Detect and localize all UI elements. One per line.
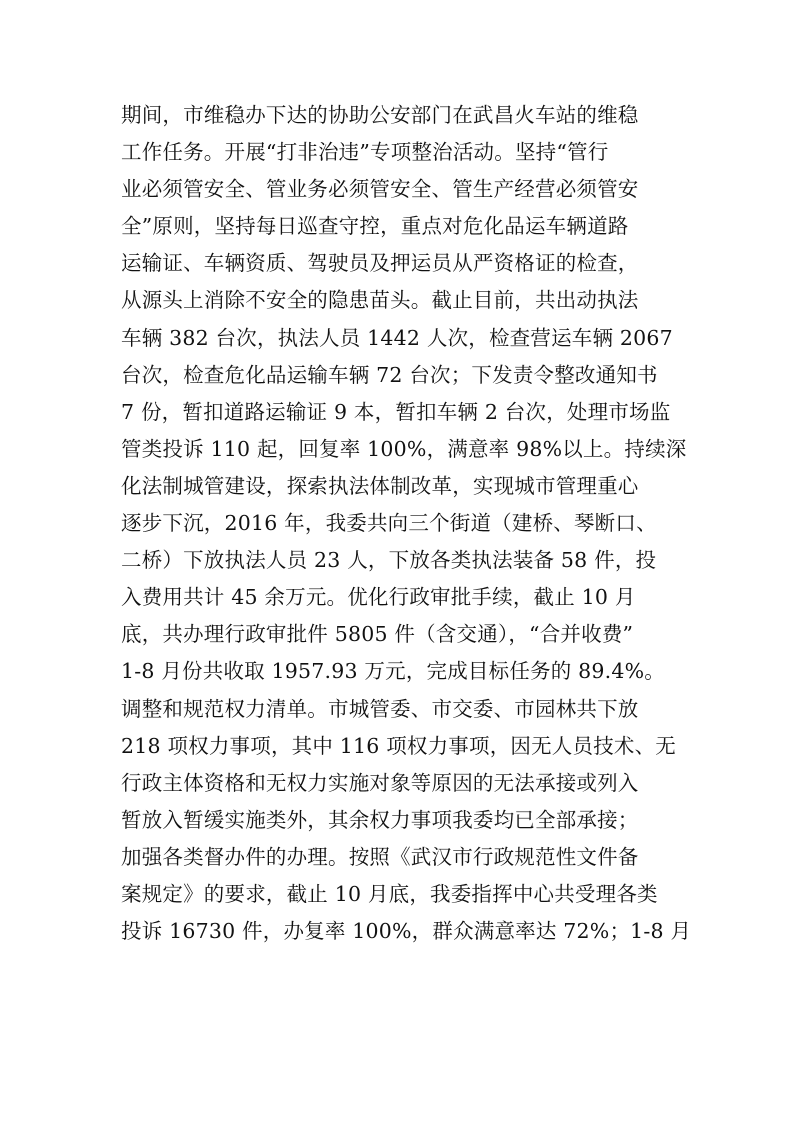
text-line: 工作任务。开展“打非治违”专项整治活动。坚持“管行 <box>121 140 609 165</box>
text-line: 运输证、车辆资质、驾驶员及押运员从严资格证的检查， <box>121 251 639 276</box>
text-line: 化法制城管建设，探索执法体制改革，实现城市管理重心 <box>121 473 639 498</box>
text-line: 车辆 382 台次，执法人员 1442 人次，检查营运车辆 2067 <box>121 325 673 350</box>
text-line: 行政主体资格和无权力实施对象等原因的无法承接或列入 <box>121 770 639 795</box>
text-line: 1-8 月份共收取 1957.93 万元，完成目标任务的 89.4%。 <box>121 659 665 684</box>
text-line: 台次，检查危化品运输车辆 72 台次；下发责令整改通知书 <box>121 362 658 387</box>
text-line: 底，共办理行政审批件 5805 件（含交通），“合并收费” <box>121 622 634 647</box>
body-text <box>121 97 692 950</box>
text-line: 案规定》的要求，截止 10 月底，我委指挥中心共受理各类 <box>121 881 658 906</box>
text-line: 期间，市维稳办下达的协助公安部门在武昌火车站的维稳 <box>121 103 639 127</box>
text-line: 从源头上消除不安全的隐患苗头。截止目前，共出动执法 <box>121 288 639 313</box>
text-line: 218 项权力事项，其中 116 项权力事项，因无人员技术、无 <box>121 733 677 758</box>
text-line: 管类投诉 110 起，回复率 100%，满意率 98%以上。持续深 <box>121 436 687 461</box>
text-line: 暂放入暂缓实施类外，其余权力事项我委均已全部承接； <box>121 807 639 832</box>
text-line: 7 份，暂扣道路运输证 9 本，暂扣车辆 2 台次，处理市场监 <box>121 399 671 424</box>
text-line: 业必须管安全、管业务必须管安全、管生产经营必须管安 <box>121 177 639 202</box>
text-line: 入费用共计 45 余万元。优化行政审批手续，截止 10 月 <box>121 585 636 610</box>
text-line: 逐步下沉，2016 年，我委共向三个街道（建桥、琴断口、 <box>121 511 657 536</box>
text-line: 加强各类督办件的办理。按照《武汉市行政规范性文件备 <box>121 844 639 869</box>
text-line: 二桥）下放执法人员 23 人，下放各类执法装备 58 件，投 <box>121 548 657 573</box>
text-line: 投诉 16730 件，办复率 100%，群众满意率达 72%；1-8 月 <box>121 919 692 944</box>
text-line: 调整和规范权力清单。市城管委、市交委、市园林共下放 <box>121 696 639 721</box>
text-line: 全”原则，坚持每日巡查守控，重点对危化品运车辆道路 <box>121 214 629 239</box>
